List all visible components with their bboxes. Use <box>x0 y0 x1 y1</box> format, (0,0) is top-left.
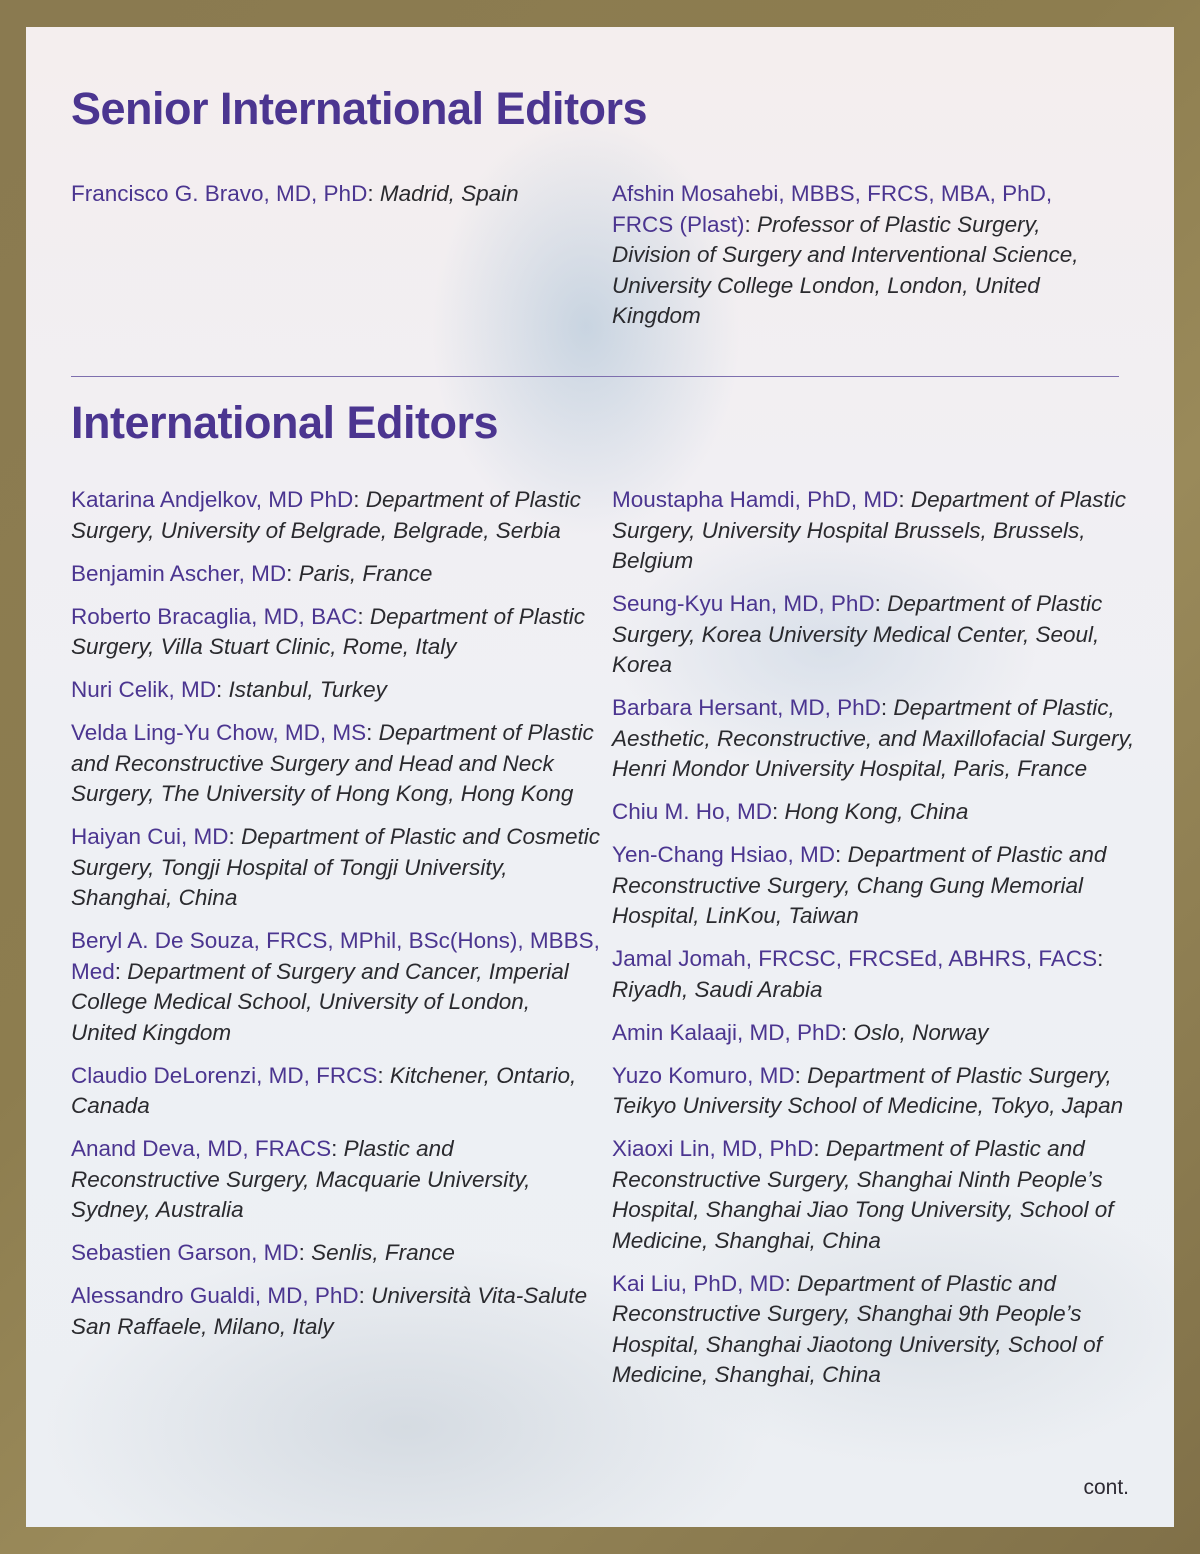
editor-name: Kai Liu, PhD, MD <box>612 1270 785 1296</box>
editor-name: Haiyan Cui, MD <box>71 824 229 849</box>
section-divider <box>71 376 1119 377</box>
page <box>26 27 1174 1527</box>
editor-entry: Roberto Bracaglia, MD, BAC: Department of Plastic Surgery, Villa Stuart Clinic, Rome, Italy <box>71 603 585 659</box>
editor-name: Yen-Chang Hsiao, MD <box>612 842 836 867</box>
editor-entry: Xiaoxi Lin, MD, PhD: Department of Plastic and Reconstructive Surgery, Shanghai Ninth People’s Hospital, Shanghai Jiao Tong University, School of Medicine, Shanghai, China <box>612 1136 1114 1253</box>
editor-affiliation: Department of Plastic Surgery, Villa Stuart Clinic, Rome, Italy <box>71 603 585 659</box>
editor-affiliation: Department of Plastic and Reconstructive Surgery, Chang Gung Memorial Hospital, LinKou, Taiwan <box>612 842 1107 928</box>
senior-editors-left-column <box>71 179 591 222</box>
international-editors-left-column <box>71 485 601 1355</box>
editor-entry: Afshin Mosahebi, MBBS, FRCS, MBA, PhD, FRCS (Plast): Professor of Plastic Surgery, Division of Surgery and Interventional Science, University College London, London, United Kingdom <box>612 181 1079 328</box>
editor-affiliation: Riyadh, Saudi Arabia <box>612 976 823 1002</box>
senior-editors-heading: Senior International Editors <box>71 83 648 134</box>
editor-entry: Velda Ling-Yu Chow, MD, MS: Department of Plastic and Reconstructive Surgery and Head and Neck Surgery, The University of Hong Kong, Hong Kong <box>71 720 594 806</box>
editor-entry: Katarina Andjelkov, MD PhD: Department of Plastic Surgery, University of Belgrade, Belgrade, Serbia <box>71 487 581 543</box>
editor-affiliation: Department of Plastic Surgery, Korea University Medical Center, Seoul, Korea <box>612 591 1103 677</box>
editor-name: Claudio DeLorenzi, MD, FRCS <box>71 1062 378 1088</box>
editor-affiliation: Istanbul, Turkey <box>228 677 387 702</box>
editor-name: Jamal Jomah, FRCSC, FRCSEd, ABHRS, FACS <box>612 946 1098 971</box>
editor-name: Barbara Hersant, MD, PhD <box>612 695 881 720</box>
editor-name: Chiu M. Ho, MD <box>612 799 773 824</box>
editor-affiliation: Department of Plastic and Cosmetic Surgery, Tongji Hospital of Tongji University, Shanghai, China <box>71 824 600 910</box>
editor-entry: Amin Kalaaji, MD, PhD: Oslo, Norway <box>612 1019 989 1045</box>
editor-affiliation: Hong Kong, China <box>784 799 969 824</box>
editor-name: Amin Kalaaji, MD, PhD <box>612 1019 841 1045</box>
editor-affiliation: Professor of Plastic Surgery, Division of Surgery and Interventional Science, University College London, London, United Kingdom <box>612 211 1079 328</box>
international-editors-heading: International Editors <box>71 397 499 448</box>
editor-name: Nuri Celik, MD <box>71 677 217 702</box>
editor-name: Beryl A. De Souza, FRCS, MPhil, BSc(Hons), MBBS, Med <box>71 928 600 984</box>
editor-affiliation: Paris, France <box>298 560 433 586</box>
editor-entry: Yuzo Komuro, MD: Department of Plastic Surgery, Teikyo University School of Medicine, Tokyo, Japan <box>612 1062 1124 1118</box>
editor-entry: Alessandro Gualdi, MD, PhD: Università Vita-Salute San Raffaele, Milano, Italy <box>71 1283 588 1339</box>
editor-entry: Seung-Kyu Han, MD, PhD: Department of Plastic Surgery, Korea University Medical Center, Seoul, Korea <box>612 591 1103 677</box>
editor-entry: Claudio DeLorenzi, MD, FRCS: Kitchener, Ontario, Canada <box>71 1062 577 1118</box>
editor-entry: Sebastien Garson, MD: Senlis, France <box>71 1240 455 1265</box>
editor-name: Alessandro Gualdi, MD, PhD <box>71 1283 359 1308</box>
editor-entry: Barbara Hersant, MD, PhD: Department of Plastic, Aesthetic, Reconstructive, and Maxillofacial Surgery, Henri Mondor University Hospital, Paris, France <box>612 695 1135 781</box>
editor-affiliation: Madrid, Spain <box>379 181 519 206</box>
editor-affiliation: Department of Surgery and Cancer, Imperial College Medical School, University of London, United Kingdom <box>71 958 569 1045</box>
senior-editors-right-column <box>612 179 1112 344</box>
editor-entry: Moustapha Hamdi, PhD, MD: Department of Plastic Surgery, University Hospital Brussels, Brussels, Belgium <box>612 487 1126 573</box>
editor-affiliation: Department of Plastic Surgery, University of Belgrade, Belgrade, Serbia <box>71 487 581 543</box>
editor-affiliation: Department of Plastic and Reconstructive Surgery and Head and Neck Surgery, The University of Hong Kong, Hong Kong <box>71 720 594 806</box>
editor-entry: Francisco G. Bravo, MD, PhD: Madrid, Spain <box>71 181 519 206</box>
editor-name: Xiaoxi Lin, MD, PhD <box>612 1136 814 1161</box>
editor-affiliation: Università Vita-Salute San Raffaele, Milano, Italy <box>71 1283 588 1339</box>
editor-affiliation: Department of Plastic Surgery, Teikyo University School of Medicine, Tokyo, Japan <box>612 1062 1124 1118</box>
editor-name: Benjamin Ascher, MD <box>71 560 287 586</box>
editor-name: Roberto Bracaglia, MD, BAC <box>71 603 358 629</box>
editor-affiliation: Plastic and Reconstructive Surgery, Macquarie University, Sydney, Australia <box>71 1136 531 1222</box>
editor-affiliation: Department of Plastic and Reconstructive Surgery, Shanghai Ninth People’s Hospital, Shanghai Jiao Tong University, School of Medicine, Shanghai, China <box>612 1136 1114 1253</box>
editor-name: Seung-Kyu Han, MD, PhD <box>612 591 875 616</box>
editor-affiliation: Department of Plastic, Aesthetic, Reconstructive, and Maxillofacial Surgery, Henri Mondor University Hospital, Paris, France <box>612 695 1135 781</box>
editor-affiliation: Kitchener, Ontario, Canada <box>71 1062 577 1118</box>
editor-entry: Yen-Chang Hsiao, MD: Department of Plastic and Reconstructive Surgery, Chang Gung Memorial Hospital, LinKou, Taiwan <box>612 842 1107 928</box>
editor-entry: Jamal Jomah, FRCSC, FRCSEd, ABHRS, FACS: Riyadh, Saudi Arabia <box>612 946 1104 1002</box>
editor-affiliation: Senlis, France <box>311 1240 455 1265</box>
editor-name: Yuzo Komuro, MD <box>612 1062 795 1088</box>
editor-entry: Chiu M. Ho, MD: Hong Kong, China <box>612 799 969 824</box>
editor-name: Velda Ling-Yu Chow, MD, MS <box>71 720 367 745</box>
international-editors-right-column <box>612 485 1142 1403</box>
continued-label: cont. <box>1083 1476 1129 1499</box>
editor-affiliation: Department of Plastic Surgery, University Hospital Brussels, Brussels, Belgium <box>612 487 1126 573</box>
editor-name: Francisco G. Bravo, MD, PhD <box>71 181 368 206</box>
editor-entry: Nuri Celik, MD: Istanbul, Turkey <box>71 677 387 702</box>
editor-affiliation: Oslo, Norway <box>853 1019 989 1045</box>
editor-name: Anand Deva, MD, FRACS <box>71 1136 332 1161</box>
editor-entry: Haiyan Cui, MD: Department of Plastic and Cosmetic Surgery, Tongji Hospital of Tongji University, Shanghai, China <box>71 824 600 910</box>
editor-affiliation: Department of Plastic and Reconstructive Surgery, Shanghai 9th People’s Hospital, Shanghai Jiaotong University, School of Medicine, Shanghai, China <box>612 1270 1102 1387</box>
editor-name: Sebastien Garson, MD <box>71 1240 299 1265</box>
editor-name: Moustapha Hamdi, PhD, MD <box>612 487 899 512</box>
editor-entry: Anand Deva, MD, FRACS: Plastic and Reconstructive Surgery, Macquarie University, Sydney, Australia <box>71 1136 531 1222</box>
editor-entry: Benjamin Ascher, MD: Paris, France <box>71 560 433 586</box>
editor-entry: Kai Liu, PhD, MD: Department of Plastic and Reconstructive Surgery, Shanghai 9th People’s Hospital, Shanghai Jiaotong University, School of Medicine, Shanghai, China <box>612 1270 1102 1387</box>
editor-entry: Beryl A. De Souza, FRCS, MPhil, BSc(Hons), MBBS, Med: Department of Surgery and Cancer, Imperial College Medical School, University of London, United Kingdom <box>71 928 600 1045</box>
editor-name: Katarina Andjelkov, MD PhD <box>71 487 354 512</box>
editor-name: Afshin Mosahebi, MBBS, FRCS, MBA, PhD, FRCS (Plast) <box>612 181 1053 237</box>
